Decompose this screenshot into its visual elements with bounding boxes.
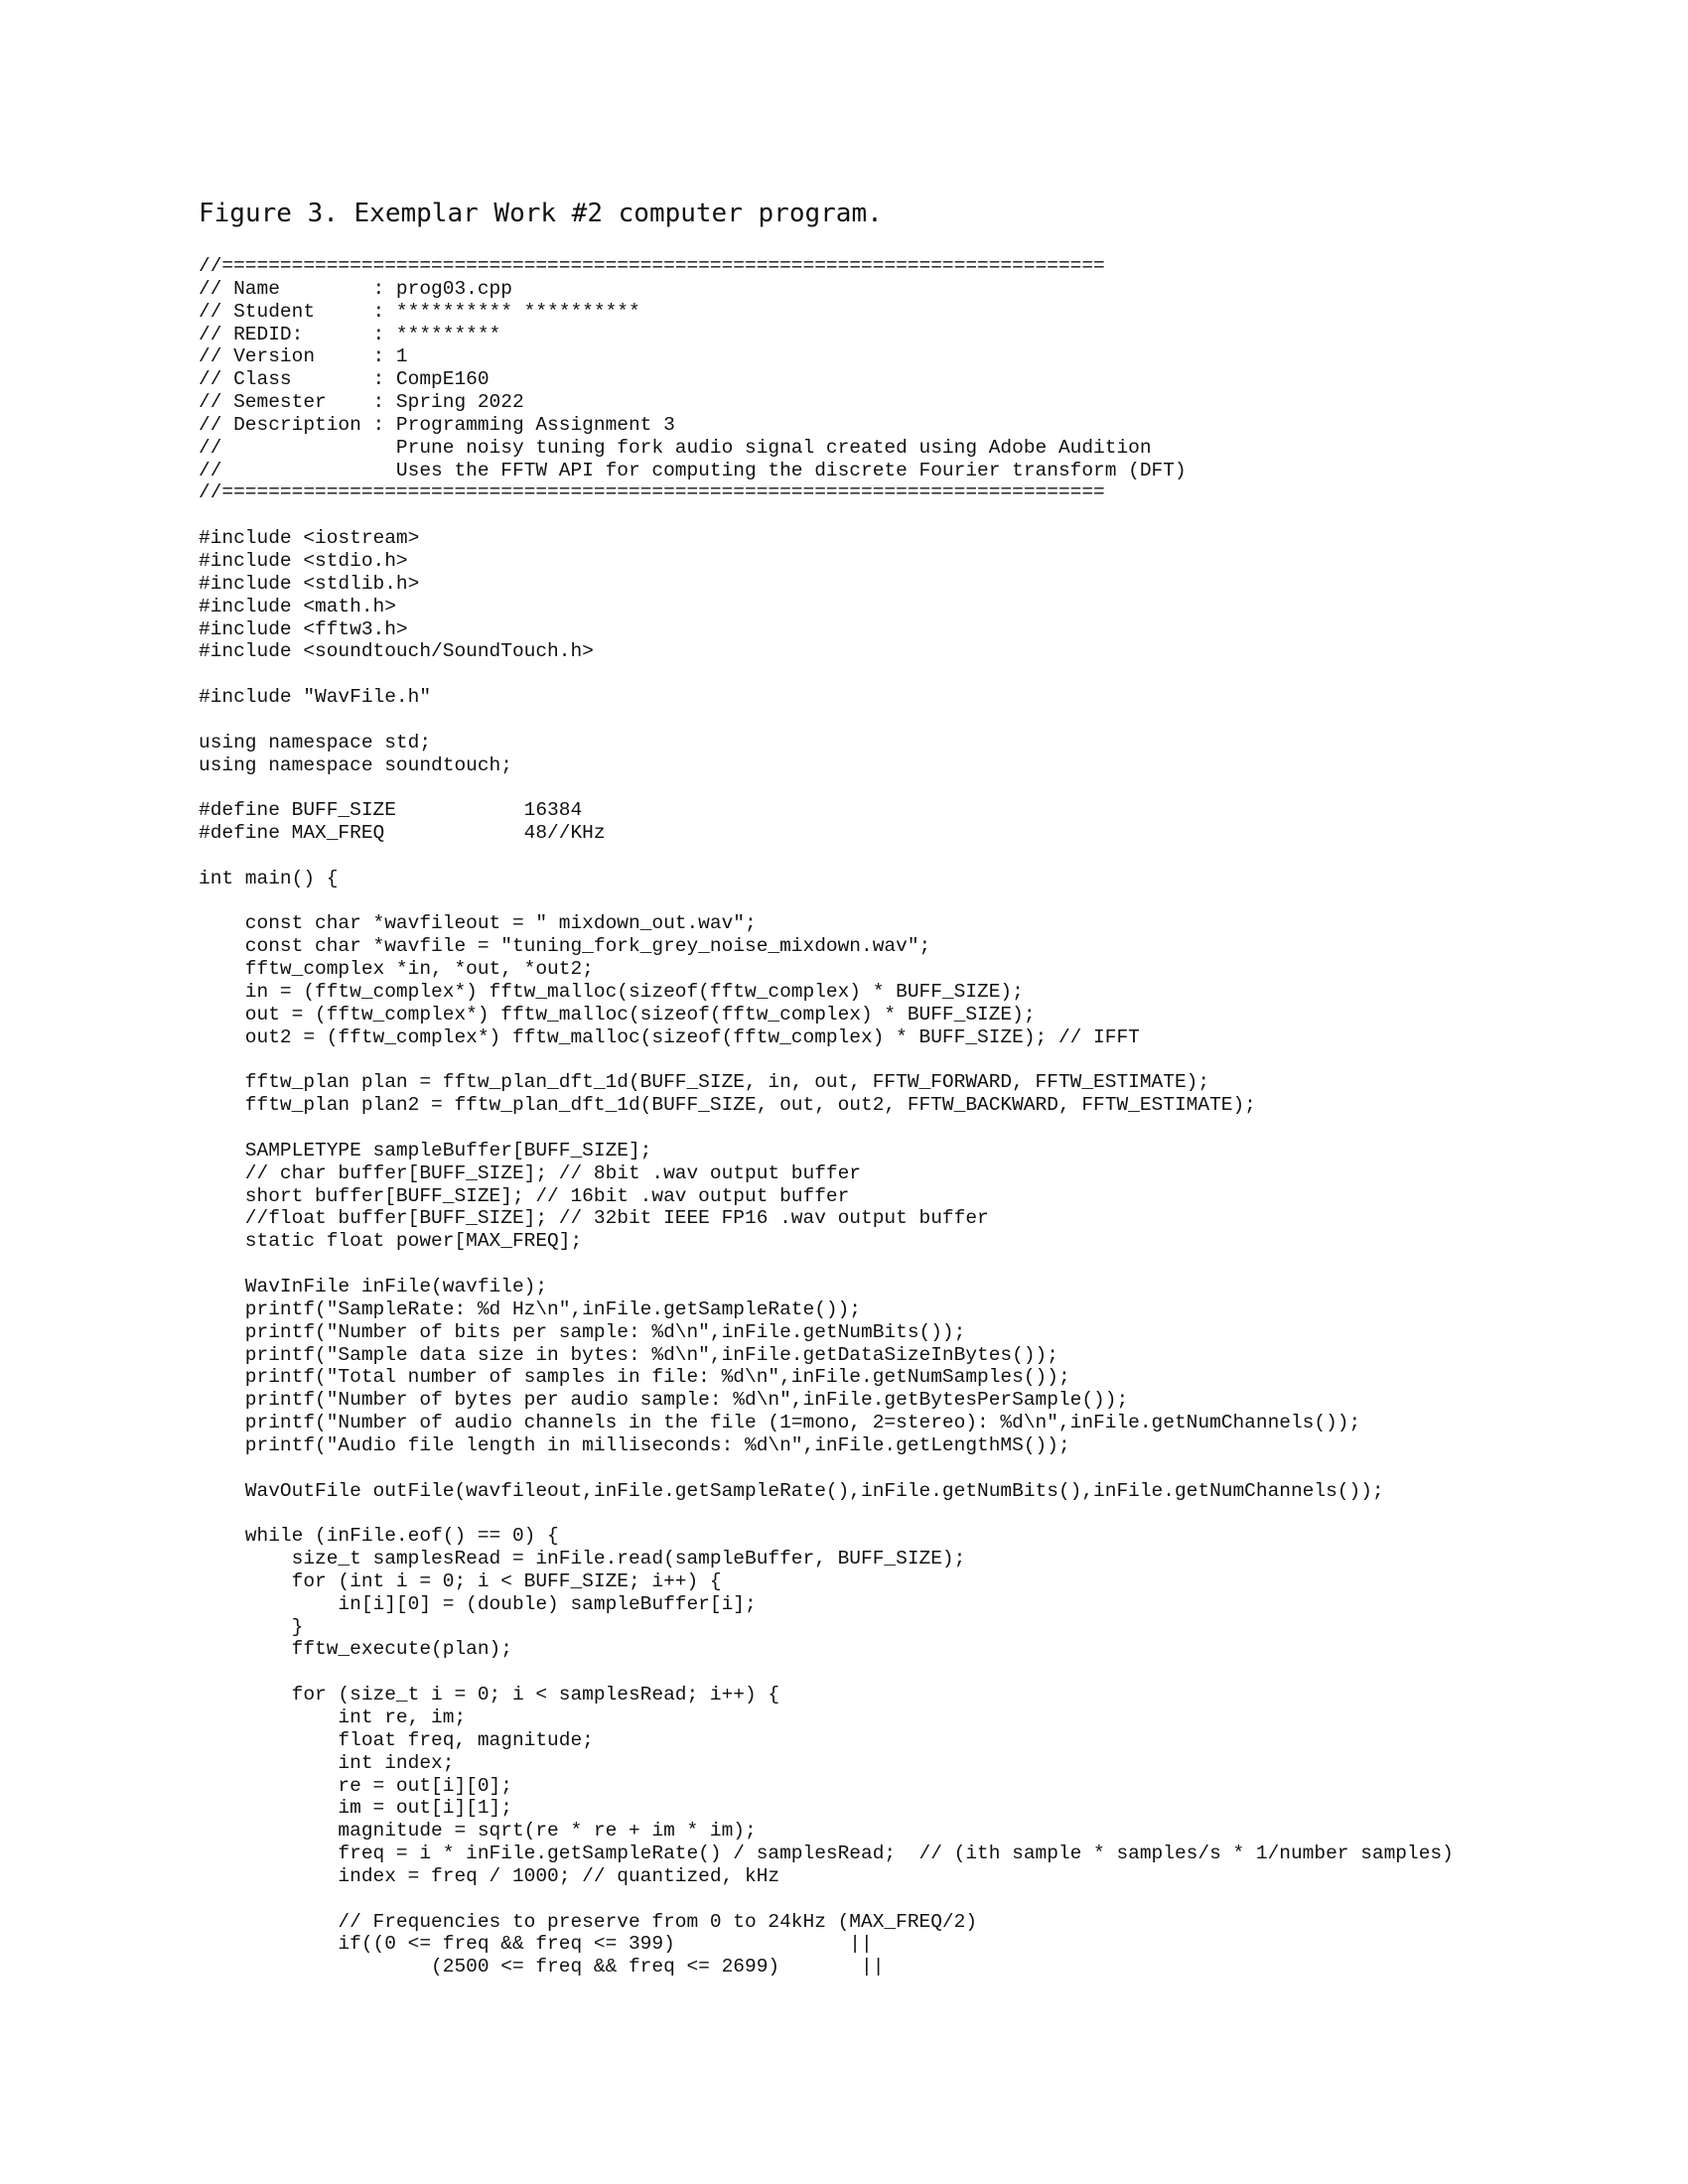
code-line: printf("Sample data size in bytes: %d\n",inFile.getDataSizeInBytes()); <box>199 1343 1058 1366</box>
figure-caption: Figure 3. Exemplar Work #2 computer program. <box>199 199 883 228</box>
code-line: magnitude = sqrt(re * re + im * im); <box>199 1820 757 1843</box>
code-line: // Frequencies to preserve from 0 to 24kHz (MAX_FREQ/2) <box>199 1910 978 1933</box>
code-line: // Class : CompE160 <box>199 368 490 391</box>
code-line: printf("SampleRate: %d Hz\n",inFile.getSampleRate()); <box>199 1297 862 1320</box>
code-line: // char buffer[BUFF_SIZE]; // 8bit .wav output buffer <box>199 1161 862 1184</box>
code-line: for (size_t i = 0; i < samplesRead; i++) { <box>199 1684 780 1706</box>
code-line: static float power[MAX_FREQ]; <box>199 1230 583 1253</box>
code-line <box>199 890 1648 913</box>
code-line: printf("Number of bytes per audio sample: %d\n",inFile.getBytesPerSample()); <box>199 1389 1129 1412</box>
code-line: while (inFile.eof() == 0) { <box>199 1525 559 1548</box>
code-line: // Semester : Spring 2022 <box>199 391 524 414</box>
code-line: int main() { <box>199 867 339 889</box>
code-line <box>199 1253 1648 1276</box>
code-line: out = (fftw_complex*) fftw_malloc(sizeof(fftw_complex) * BUFF_SIZE); <box>199 1003 1036 1025</box>
code-line <box>199 1117 1648 1140</box>
code-line: // Name : prog03.cpp <box>199 277 512 300</box>
code-line: #include <iostream> <box>199 527 420 550</box>
code-line: if((0 <= freq && freq <= 399) || <box>199 1933 873 1956</box>
code-line <box>199 1049 1648 1072</box>
code-line: (2500 <= freq && freq <= 2699) || <box>199 1956 885 1979</box>
code-line: // Prune noisy tuning fork audio signal created using Adobe Audition <box>199 436 1152 459</box>
code-line: im = out[i][1]; <box>199 1797 512 1820</box>
code-line: #include <soundtouch/SoundTouch.h> <box>199 640 594 663</box>
code-line: in[i][0] = (double) sampleBuffer[i]; <box>199 1592 757 1615</box>
code-line: //============================================================================ <box>199 255 1105 277</box>
code-line: index = freq / 1000; // quantized, kHz <box>199 1864 780 1887</box>
code-line: //============================================================================ <box>199 481 1105 504</box>
code-line: using namespace std; <box>199 731 432 753</box>
code-line: fftw_plan plan2 = fftw_plan_dft_1d(BUFF_SIZE, out, out2, FFTW_BACKWARD, FFTW_ESTIMATE); <box>199 1094 1256 1117</box>
code-line: int index; <box>199 1751 455 1774</box>
code-line: // Uses the FFTW API for computing the discrete Fourier transform (DFT) <box>199 459 1187 481</box>
code-line: using namespace soundtouch; <box>199 753 512 776</box>
code-line: float freq, magnitude; <box>199 1728 594 1751</box>
code-line: #define MAX_FREQ 48//KHz <box>199 822 606 845</box>
code-line: WavInFile inFile(wavfile); <box>199 1275 548 1297</box>
code-line <box>199 1457 1648 1480</box>
code-line: printf("Number of audio channels in the file (1=mono, 2=stereo): %d\n",inFile.getNumChannels()); <box>199 1412 1361 1434</box>
code-line: // Description : Programming Assignment 3 <box>199 413 675 436</box>
code-line <box>199 1502 1648 1525</box>
code-line: #include "WavFile.h" <box>199 686 432 709</box>
code-line: printf("Total number of samples in file: %d\n",inFile.getNumSamples()); <box>199 1366 1070 1389</box>
code-line: } <box>199 1615 304 1638</box>
code-line: fftw_complex *in, *out, *out2; <box>199 958 594 981</box>
code-line: WavOutFile outFile(wavfileout,inFile.getSampleRate(),inFile.getNumBits(),inFile.getNumChannels()); <box>199 1479 1384 1502</box>
code-line: const char *wavfile = "tuning_fork_grey_noise_mixdown.wav"; <box>199 935 931 958</box>
code-line <box>199 663 1648 686</box>
code-line: fftw_plan plan = fftw_plan_dft_1d(BUFF_SIZE, in, out, FFTW_FORWARD, FFTW_ESTIMATE); <box>199 1071 1210 1094</box>
code-line: for (int i = 0; i < BUFF_SIZE; i++) { <box>199 1570 722 1592</box>
code-line: // REDID: : ********* <box>199 323 501 345</box>
code-line <box>199 776 1648 799</box>
code-line: freq = i * inFile.getSampleRate() / samplesRead; // (ith sample * samples/s * 1/number samples) <box>199 1843 1454 1865</box>
code-line <box>199 1888 1648 1911</box>
code-line: re = out[i][0]; <box>199 1774 512 1797</box>
code-line: const char *wavfileout = " mixdown_out.wav"; <box>199 912 757 935</box>
code-line: #define BUFF_SIZE 16384 <box>199 799 583 822</box>
code-line <box>199 709 1648 732</box>
code-line: #include <math.h> <box>199 595 396 617</box>
code-line <box>199 504 1648 527</box>
code-line: #include <stdlib.h> <box>199 572 420 595</box>
code-line: short buffer[BUFF_SIZE]; // 16bit .wav output buffer <box>199 1184 850 1207</box>
code-line <box>199 1661 1648 1684</box>
code-listing <box>199 255 1648 1979</box>
code-line: // Student : ********** ********** <box>199 300 640 323</box>
code-line: fftw_execute(plan); <box>199 1638 512 1661</box>
code-line: #include <fftw3.h> <box>199 617 408 640</box>
code-line: printf("Audio file length in milliseconds: %d\n",inFile.getLengthMS()); <box>199 1433 1070 1456</box>
code-line: out2 = (fftw_complex*) fftw_malloc(sizeof(fftw_complex) * BUFF_SIZE); // IFFT <box>199 1025 1140 1048</box>
code-line: in = (fftw_complex*) fftw_malloc(sizeof(fftw_complex) * BUFF_SIZE); <box>199 981 1024 1003</box>
code-line: //float buffer[BUFF_SIZE]; // 32bit IEEE FP16 .wav output buffer <box>199 1207 989 1230</box>
code-line: int re, im; <box>199 1706 467 1728</box>
code-line <box>199 845 1648 868</box>
code-line: #include <stdio.h> <box>199 549 408 572</box>
code-line: printf("Number of bits per sample: %d\n",inFile.getNumBits()); <box>199 1320 966 1343</box>
code-line: SAMPLETYPE sampleBuffer[BUFF_SIZE]; <box>199 1139 652 1161</box>
code-line: // Version : 1 <box>199 345 408 368</box>
code-line: size_t samplesRead = inFile.read(sampleBuffer, BUFF_SIZE); <box>199 1548 966 1570</box>
